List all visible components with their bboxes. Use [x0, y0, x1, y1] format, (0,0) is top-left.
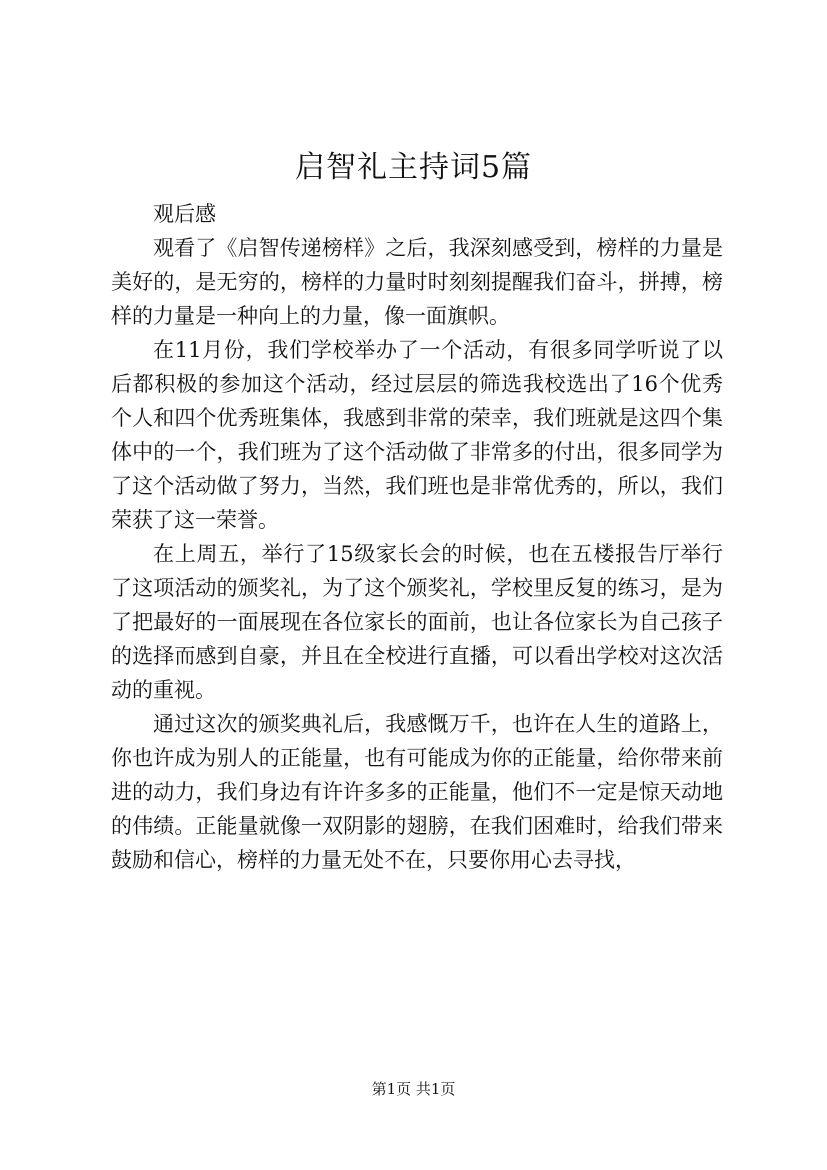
page-title: 启智礼主持词5篇 [294, 150, 533, 185]
paragraph: 在11月份，我们学校举办了一个活动，有很多同学听说了以后都积极的参加这个活动，经过层层的筛选我校选出了16个优秀个人和四个优秀班集体，我感到非常的荣幸，我们班就是这四个集体中的一个，我们班为了这个活动做了非常多的付出，很多同学为了这个活动做了努力，当然，我们班也是非常优秀的，所以，我们荣获了这一荣誉。 [111, 338, 723, 532]
paragraph: 在上周五，举行了15级家长会的时候，也在五楼报告厅举行了这项活动的颁奖礼，为了这个颁奖礼，学校里反复的练习，是为了把最好的一面展现在各位家长的面前，也让各位家长为自己孩子的选择而感到自豪，并且在全校进行直播，可以看出学校对这次活动的重视。 [111, 542, 723, 702]
document-body [111, 197, 723, 877]
paragraph: 观看了《启智传递榜样》之后，我深刻感受到，榜样的力量是美好的，是无穷的，榜样的力量时时刻刻提醒我们奋斗，拼搏，榜样的力量是一种向上的力量，像一面旗帜。 [111, 236, 723, 328]
paragraph-heading: 观后感 [153, 202, 216, 226]
page-footer: 第1页 共1页 [371, 1080, 456, 1098]
paragraph: 通过这次的颁奖典礼后，我感慨万千，也许在人生的道路上，你也许成为别人的正能量，也有可能成为你的正能量，给你带来前进的动力，我们身边有许许多多的正能量，他们不一定是惊天动地的伟绩。正能量就像一双阴影的翅膀，在我们困难时，给我们带来鼓励和信心，榜样的力量无处不在，只要你用心去寻找， [111, 712, 723, 872]
